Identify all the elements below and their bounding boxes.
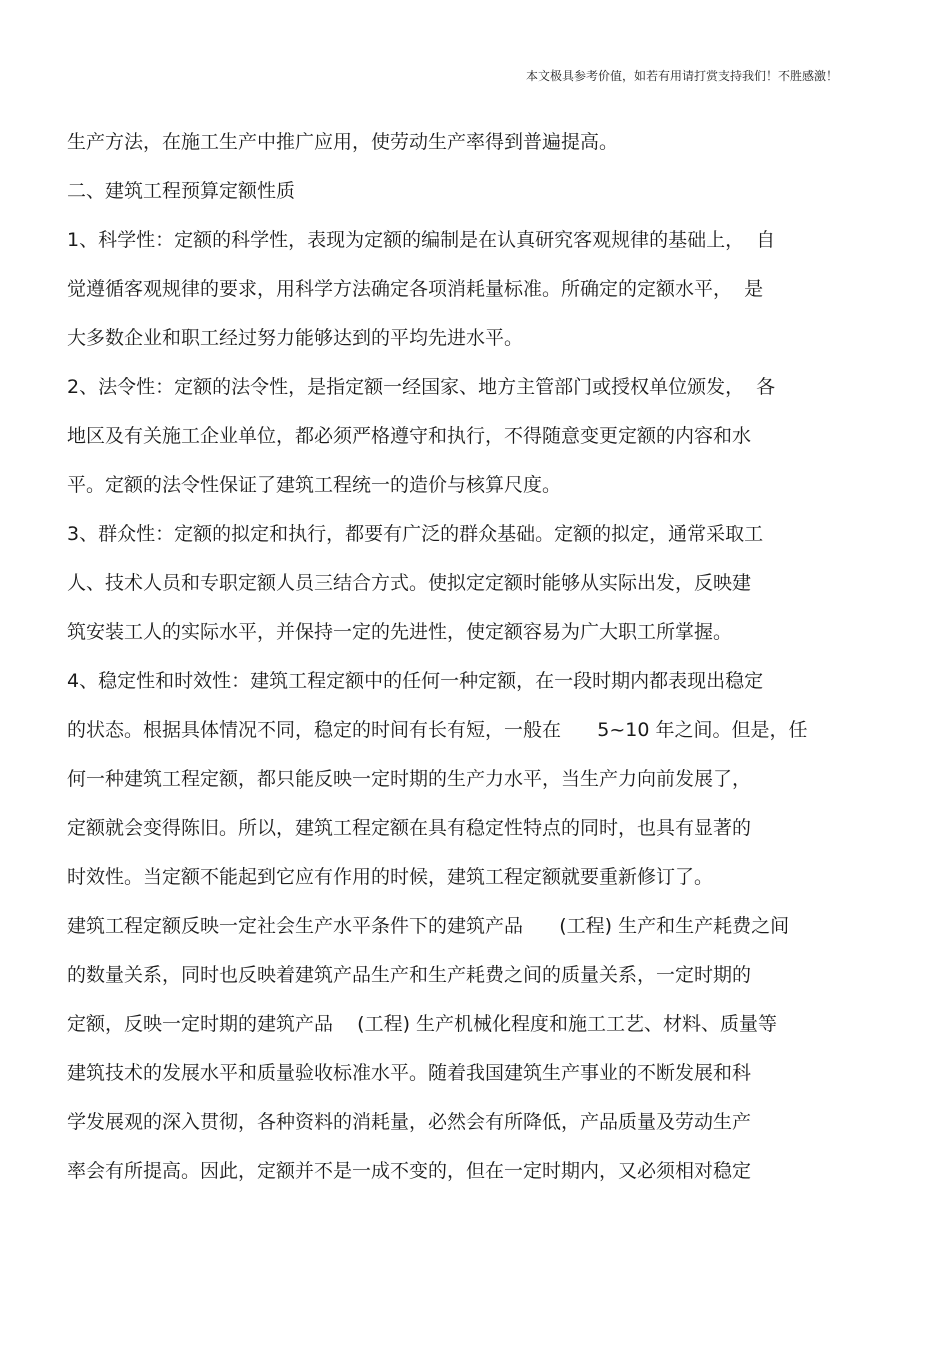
text-line-13: 的状态。根据具体情况不同，稳定的时间有长有短，一般在 5~10 年之间。但是，任: [67, 719, 808, 741]
text-line-12: 4、稳定性和时效性：建筑工程定额中的任何一种定额，在一段时期内都表现出稳定: [67, 670, 764, 692]
text-line-21: 学发展观的深入贯彻，各种资料的消耗量，必然会有所降低，产品质量及劳动生产: [67, 1111, 752, 1133]
text-line-19: 定额，反映一定时期的建筑产品 (工程) 生产机械化程度和施工工艺、材料、质量等: [67, 1013, 778, 1035]
section-heading: 二、建筑工程预算定额性质: [67, 180, 296, 202]
text-line-22: 率会有所提高。因此，定额并不是一成不变的，但在一定时期内，又必须相对稳定: [67, 1160, 752, 1182]
text-line-1: 生产方法，在施工生产中推广应用，使劳动生产率得到普遍提高。: [67, 131, 619, 153]
text-line-11: 筑安装工人的实际水平，并保持一定的先进性，使定额容易为广大职工所掌握。: [67, 621, 733, 643]
text-line-7: 地区及有关施工企业单位，都必须严格遵守和执行，不得随意变更定额的内容和水: [67, 425, 752, 447]
header-note: 本文极具参考价值，如若有用请打赏支持我们！不胜感激！: [525, 69, 838, 83]
text-line-10: 人、技术人员和专职定额人员三结合方式。使拟定定额时能够从实际出发，反映建: [67, 572, 752, 594]
text-line-16: 时效性。当定额不能起到它应有作用的时候，建筑工程定额就要重新修订了。: [67, 866, 714, 888]
text-line-20: 建筑技术的发展水平和质量验收标准水平。随着我国建筑生产事业的不断发展和科: [67, 1062, 752, 1084]
text-line-17: 建筑工程定额反映一定社会生产水平条件下的建筑产品 (工程) 生产和生产耗费之间: [67, 915, 790, 937]
text-line-3: 1、科学性：定额的科学性，表现为定额的编制是在认真研究客观规律的基础上， 自: [67, 229, 776, 251]
text-line-4: 觉遵循客观规律的要求，用科学方法确定各项消耗量标准。所确定的定额水平， 是: [67, 278, 764, 300]
text-line-5: 大多数企业和职工经过努力能够达到的平均先进水平。: [67, 327, 524, 349]
text-line-14: 何一种建筑工程定额，都只能反映一定时期的生产力水平，当生产力向前发展了，: [67, 768, 752, 790]
text-line-18: 的数量关系，同时也反映着建筑产品生产和生产耗费之间的质量关系，一定时期的: [67, 964, 752, 986]
text-line-8: 平。定额的法令性保证了建筑工程统一的造价与核算尺度。: [67, 474, 562, 496]
text-line-6: 2、法令性：定额的法令性，是指定额一经国家、地方主管部门或授权单位颁发， 各: [67, 376, 776, 398]
text-line-15: 定额就会变得陈旧。所以，建筑工程定额在具有稳定性特点的同时，也具有显著的: [67, 817, 752, 839]
text-line-9: 3、群众性：定额的拟定和执行，都要有广泛的群众基础。定额的拟定，通常采取工: [67, 523, 764, 545]
document-body: [67, 124, 887, 1202]
